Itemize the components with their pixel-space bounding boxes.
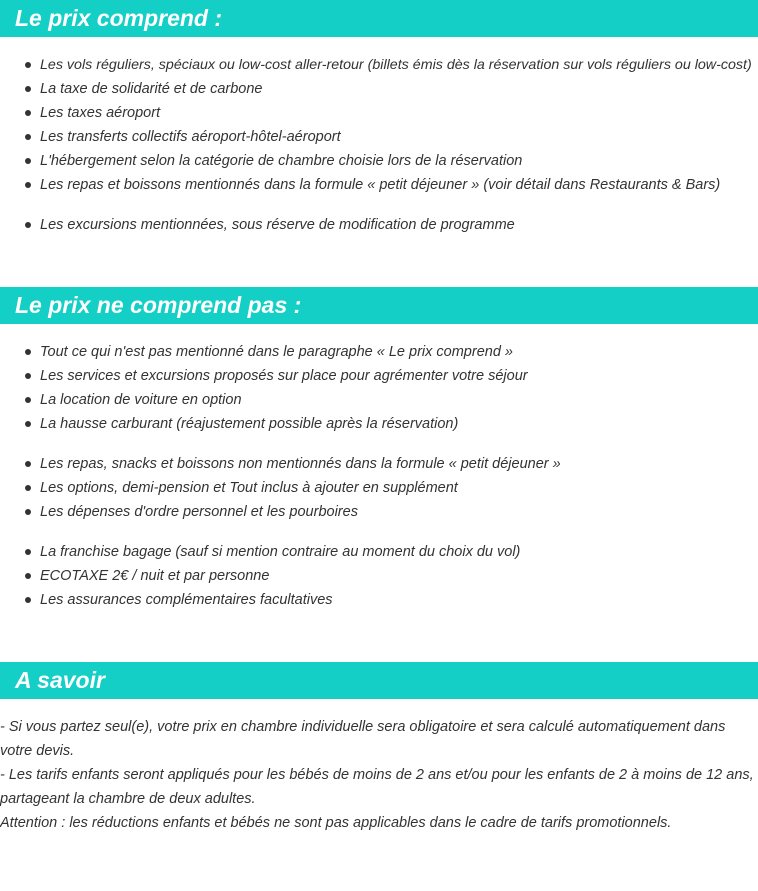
- info-paragraph: Attention : les réductions enfants et bébés ne sont pas applicables dans le cadre de tarifs promotionnels.: [0, 815, 672, 831]
- list-item: Les taxes aéroport: [0, 101, 752, 125]
- section-title-included: Le prix comprend :: [15, 5, 223, 31]
- list-item: La hausse carburant (réajustement possible après la réservation): [0, 412, 528, 436]
- list-item: Les repas et boissons mentionnés dans la formule « petit déjeuner » (voir détail dans Restaurants & Bars): [0, 173, 752, 197]
- section-header-not-included: [0, 287, 758, 324]
- list-item: Les assurances complémentaires facultatives: [0, 588, 520, 612]
- not-included-list-1: [0, 340, 528, 436]
- list-item: Les excursions mentionnées, sous réserve de modification de programme: [0, 213, 515, 237]
- included-list-2: [0, 213, 515, 237]
- section-header-included: [0, 0, 758, 37]
- section-title-not-included: Le prix ne comprend pas :: [15, 292, 302, 318]
- list-item: Les transferts collectifs aéroport-hôtel-aéroport: [0, 125, 752, 149]
- good-to-know-text: [0, 715, 756, 835]
- not-included-list-2: [0, 452, 561, 524]
- list-item: Les vols réguliers, spéciaux ou low-cost aller-retour (billets émis dès la réservation sur vols réguliers ou low-cost): [0, 53, 752, 77]
- section-title-good-to-know: A savoir: [15, 667, 105, 693]
- list-item: L'hébergement selon la catégorie de chambre choisie lors de la réservation: [0, 149, 752, 173]
- list-item: Tout ce qui n'est pas mentionné dans le paragraphe « Le prix comprend »: [0, 340, 528, 364]
- list-item: Les dépenses d'ordre personnel et les pourboires: [0, 500, 561, 524]
- section-header-good-to-know: [0, 662, 758, 699]
- not-included-list-3: [0, 540, 520, 612]
- info-paragraph: - Si vous partez seul(e), votre prix en chambre individuelle sera obligatoire et sera calculé automatiquement dans votre devis.: [0, 719, 726, 759]
- list-item: La taxe de solidarité et de carbone: [0, 77, 752, 101]
- included-list-1: [0, 53, 752, 197]
- list-item: Les services et excursions proposés sur place pour agrémenter votre séjour: [0, 364, 528, 388]
- list-item: Les repas, snacks et boissons non mentionnés dans la formule « petit déjeuner »: [0, 452, 561, 476]
- list-item: La location de voiture en option: [0, 388, 528, 412]
- list-item: ECOTAXE 2€ / nuit et par personne: [0, 564, 520, 588]
- list-item: Les options, demi-pension et Tout inclus à ajouter en supplément: [0, 476, 561, 500]
- list-item: La franchise bagage (sauf si mention contraire au moment du choix du vol): [0, 540, 520, 564]
- info-paragraph: - Les tarifs enfants seront appliqués pour les bébés de moins de 2 ans et/ou pour les enfants de 2 à moins de 12 ans, partageant la chambre de deux adultes.: [0, 767, 754, 807]
